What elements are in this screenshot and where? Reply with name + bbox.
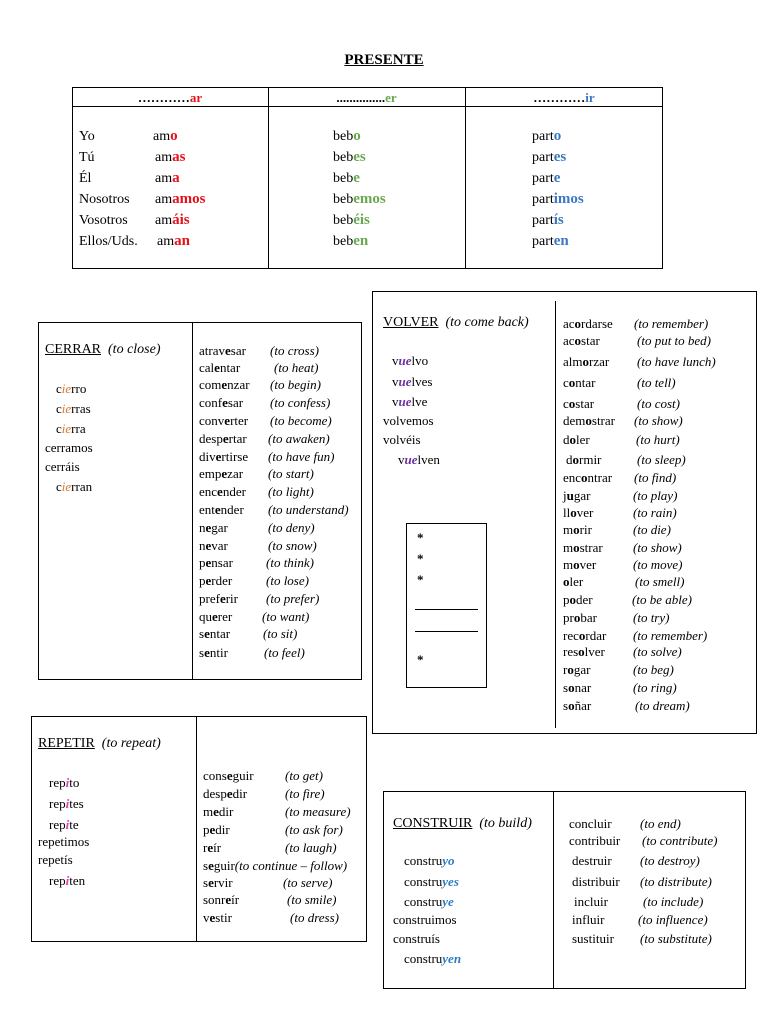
- volver-form: vuelves: [392, 374, 433, 389]
- verb-row: acordarse: [563, 316, 613, 331]
- verb-translation: (to play): [633, 488, 678, 503]
- verb-row: oler: [563, 574, 584, 589]
- verb-translation: (to ask for): [285, 822, 343, 837]
- verb-translation: (to begin): [270, 377, 321, 392]
- cerrar-form: cierra: [56, 421, 86, 436]
- header-ir: …………ir: [533, 90, 595, 105]
- er-form: bebéis: [333, 212, 370, 228]
- verb-translation: (to heat): [274, 360, 319, 375]
- volver-form: vuelvo: [392, 353, 429, 368]
- verb-translation: (to get): [285, 768, 323, 783]
- verb-translation: (to confess): [270, 395, 331, 410]
- ar-form: aman: [157, 233, 190, 249]
- verb-translation: (to tell): [637, 375, 676, 390]
- verb-translation: (to feel): [264, 645, 305, 660]
- verb-translation: (to remember): [633, 628, 708, 643]
- ar-form: amas: [155, 149, 186, 165]
- construir-heading: CONSTRUIR (to build): [393, 816, 532, 831]
- verb-row: soñar: [563, 698, 592, 713]
- verb-translation: (to sleep): [637, 452, 686, 467]
- verb-translation: (to destroy): [640, 853, 700, 868]
- verb-translation: (to have fun): [268, 449, 335, 464]
- verb-translation: (to include): [643, 894, 704, 909]
- verb-translation: (to ring): [633, 680, 677, 695]
- verb-row: llover: [563, 505, 594, 520]
- volver-form: volvemos: [383, 413, 434, 428]
- verb-row: sentar: [199, 626, 231, 641]
- er-form: bebe: [333, 170, 360, 186]
- verb-translation: (to die): [633, 522, 671, 537]
- verb-translation: (to lose): [266, 573, 309, 588]
- verb-translation: (to show): [633, 540, 682, 555]
- verb-row: resolver: [563, 644, 605, 659]
- repetir-form: repito: [49, 775, 80, 790]
- verb-row: preferir: [199, 591, 238, 606]
- verb-translation: (to end): [640, 816, 681, 831]
- ir-form: partes: [532, 149, 567, 165]
- verb-row: mover: [563, 557, 597, 572]
- repetir-form: repite: [49, 817, 79, 832]
- verb-translation: (to measure): [285, 804, 351, 819]
- star-icon: *: [417, 551, 424, 566]
- verb-row: doler: [563, 432, 590, 447]
- construir-form: construyes: [404, 874, 459, 889]
- verb-row: converter: [199, 413, 249, 428]
- pronoun: Tú: [79, 150, 95, 165]
- verb-row: demostrar: [563, 413, 615, 428]
- verb-row: distribuir: [572, 874, 620, 889]
- blank-line: [415, 609, 478, 610]
- verb-translation: (to rain): [633, 505, 677, 520]
- verb-row: almorzar: [563, 354, 610, 369]
- verb-row: empezar: [199, 466, 244, 481]
- verb-translation: (to have lunch): [637, 354, 716, 369]
- verb-translation: (to distribute): [640, 874, 712, 889]
- verb-row: destruir: [572, 853, 612, 868]
- ar-form: amamos: [155, 191, 206, 207]
- verb-row: sonar: [563, 680, 592, 695]
- verb-row: rogar: [563, 662, 591, 677]
- verb-row: recordar: [563, 628, 607, 643]
- repetir-form: repites: [49, 796, 84, 811]
- pronoun: Ellos/Uds.: [79, 234, 138, 249]
- construir-form: construyen: [404, 951, 462, 966]
- verb-row: sonreír: [203, 892, 240, 907]
- verb-translation: (to remember): [634, 316, 709, 331]
- verb-row: incluir: [574, 894, 608, 909]
- verb-translation: (to smell): [635, 574, 685, 589]
- verb-translation: (to understand): [268, 502, 349, 517]
- verb-row: influir: [572, 912, 605, 927]
- verb-translation: (to be able): [632, 592, 692, 607]
- verb-translation: (to find): [634, 470, 677, 485]
- verb-translation: (to deny): [268, 520, 315, 535]
- cerrar-heading: CERRAR (to close): [45, 342, 161, 357]
- verb-translation: (to put to bed): [637, 333, 712, 348]
- ir-form: partís: [532, 212, 564, 228]
- construir-form: construye: [404, 894, 454, 909]
- verb-translation: (to influence): [638, 912, 708, 927]
- verb-translation: (to cross): [270, 343, 319, 358]
- construir-form: construís: [393, 931, 440, 946]
- verb-translation: (to prefer): [266, 591, 320, 606]
- verb-row: servir: [203, 875, 233, 890]
- verb-translation: (to dress): [290, 910, 339, 925]
- cerrar-form: cierran: [56, 479, 93, 494]
- verb-row: reír: [203, 840, 222, 855]
- blank-line: [415, 631, 478, 632]
- verb-row: negar: [199, 520, 228, 535]
- repetir-form: repetimos: [38, 834, 90, 849]
- verb-translation: (to move): [633, 557, 683, 572]
- ir-form: parten: [532, 233, 569, 249]
- ir-form: parto: [532, 128, 562, 144]
- verb-row: comenzar: [199, 377, 250, 392]
- verb-translation: (to smile): [287, 892, 337, 907]
- ir-form: parte: [532, 170, 561, 186]
- cerrar-form: cierras: [56, 401, 91, 416]
- pronoun: Él: [79, 171, 92, 186]
- verb-row: mostrar: [563, 540, 603, 555]
- verb-row: contribuir: [569, 833, 621, 848]
- verb-row: encender: [199, 484, 246, 499]
- verb-row: confesar: [199, 395, 244, 410]
- verb-row: contar: [563, 375, 596, 390]
- star-icon: *: [417, 530, 424, 545]
- verb-translation: (to beg): [633, 662, 674, 677]
- verb-translation: (to start): [268, 466, 314, 481]
- verb-translation: (to try): [633, 610, 670, 625]
- verb-translation: (to think): [266, 555, 315, 570]
- verb-row: medir: [203, 804, 234, 819]
- er-form: bebo: [333, 128, 361, 144]
- verb-row: querer: [199, 609, 233, 624]
- verb-translation: (to substitute): [640, 931, 712, 946]
- ir-form: partimos: [532, 191, 584, 207]
- verb-translation: (to light): [268, 484, 314, 499]
- repetir-heading: REPETIR (to repeat): [38, 736, 161, 751]
- verb-translation: (to become): [270, 413, 332, 428]
- verb-row: morir: [563, 522, 592, 537]
- cerrar-form: cierro: [56, 381, 87, 396]
- volver-form: vuelven: [398, 452, 440, 467]
- verb-row: acostar: [563, 333, 600, 348]
- verb-row: divertirse: [199, 449, 249, 464]
- verb-row: nevar: [199, 538, 228, 553]
- verb-row: atravesar: [199, 343, 246, 358]
- verb-row: vestir: [203, 910, 232, 925]
- ar-form: amo: [153, 128, 178, 144]
- page-title: PRESENTE: [344, 52, 424, 68]
- verb-translation: (to cost): [637, 396, 680, 411]
- cerrar-form: cerramos: [45, 440, 93, 455]
- verb-row: poder: [563, 592, 593, 607]
- verb-row: despertar: [199, 431, 247, 446]
- ar-form: ama: [155, 170, 180, 186]
- verb-row: calentar: [199, 360, 241, 375]
- volver-form: vuelve: [392, 394, 428, 409]
- verb-translation: (to dream): [635, 698, 690, 713]
- verb-row: jugar: [563, 488, 591, 503]
- verb-row: costar: [563, 396, 595, 411]
- repetir-form: repetís: [38, 852, 73, 867]
- construir-form: construimos: [393, 912, 457, 927]
- verb-row: pedir: [203, 822, 230, 837]
- star-icon: *: [417, 572, 424, 587]
- verb-translation: (to show): [634, 413, 683, 428]
- verb-translation: (to fire): [285, 786, 325, 801]
- pronoun: Yo: [79, 129, 95, 144]
- ar-form: amáis: [155, 212, 190, 228]
- er-form: bebemos: [333, 191, 386, 207]
- verb-translation: (to awaken): [268, 431, 330, 446]
- verb-translation: (to serve): [283, 875, 333, 890]
- verb-row: concluir: [569, 816, 612, 831]
- verb-translation: (to solve): [633, 644, 682, 659]
- verb-translation: (to sit): [263, 626, 298, 641]
- verb-translation: (to contribute): [642, 833, 718, 848]
- cerrar-form: cerráis: [45, 459, 80, 474]
- verb-row: despedir: [203, 786, 248, 801]
- verb-translation: (to hurt): [636, 432, 680, 447]
- verb-row: probar: [563, 610, 597, 625]
- volver-form: volvéis: [383, 432, 421, 447]
- volver-heading: VOLVER (to come back): [383, 315, 529, 330]
- repetir-form: repiten: [49, 873, 86, 888]
- er-form: beben: [333, 233, 369, 249]
- er-form: bebes: [333, 149, 366, 165]
- verb-row: seguir(to continue – follow): [203, 858, 348, 873]
- star-icon: *: [417, 652, 424, 667]
- verb-row: conseguir: [203, 768, 254, 783]
- verb-translation: (to want): [262, 609, 310, 624]
- verb-row: perder: [199, 573, 233, 588]
- verb-row: pensar: [199, 555, 233, 570]
- header-er: ...............er: [336, 90, 397, 105]
- header-ar: …………ar: [137, 90, 203, 105]
- verb-row: dormir: [566, 452, 602, 467]
- verb-row: entender: [199, 502, 244, 517]
- verb-row: sustituir: [572, 931, 614, 946]
- pronoun: Vosotros: [79, 213, 128, 228]
- pronoun: Nosotros: [79, 192, 130, 207]
- verb-row: encontrar: [563, 470, 613, 485]
- verb-translation: (to laugh): [285, 840, 337, 855]
- construir-form: construyo: [404, 853, 455, 868]
- verb-translation: (to snow): [268, 538, 317, 553]
- verb-row: sentir: [199, 645, 228, 660]
